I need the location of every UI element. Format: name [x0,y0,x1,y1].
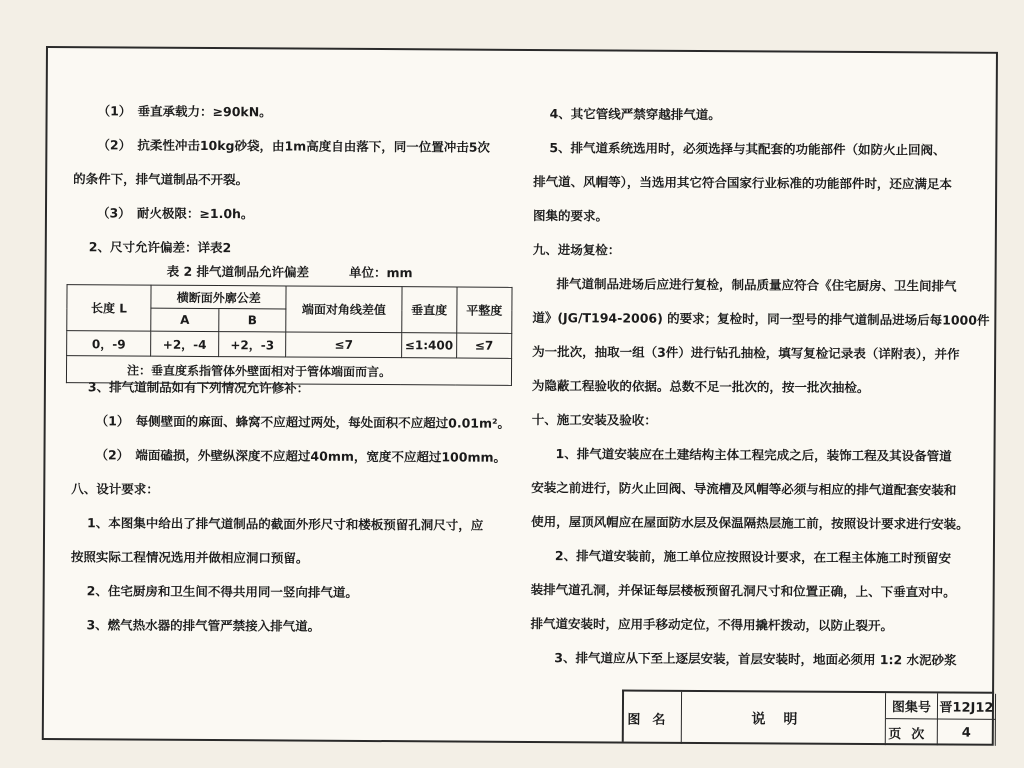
design-req-3: 3、燃气热水器的排气管严禁接入排气道。 [86,617,321,634]
spec-fire-rating: （3） 耐火极限：≥1.0h。 [96,205,254,222]
section-8-heading: 八、设计要求： [71,481,159,497]
cell-flatness: ≤7 [456,333,511,358]
header-b: B [219,309,287,332]
cell-b: +2，-3 [218,332,286,357]
cell-length: 0，-9 [67,331,151,357]
install-item-2-cont-1: 装排气道孔洞，并保证每层楼板预留孔洞尺寸和位置正确，上、下垂直对中。 [530,581,956,600]
tolerance-heading: 2、尺寸允许偏差：详表2 [88,239,232,256]
title-block-atlas-label: 图集号 [886,693,938,719]
install-item-2-cont-2: 排气道安装时，应用手移动定位，不得用撬杆拨动，以防止裂开。 [530,615,894,634]
install-item-3: 3、排气道应从下至上逐层安装，首层安装时，地面必须用 1:2 水泥砂浆 [554,650,957,668]
table-note: 注：垂直度系指管体外壁面相对于管体端面而言。 [66,356,511,386]
header-flatness: 平整度 [457,287,512,333]
install-item-2: 2、排气道安装前，施工单位应按照设计要求，在工程主体施工时预留安 [554,548,952,566]
right-column [530,97,990,678]
design-req-4: 4、其它管线严禁穿越排气道。 [549,106,721,123]
section-9-heading: 九、进场复检： [532,241,621,258]
header-diagonal: 端面对角线差值 [286,286,402,333]
inspection-text-1: 排气道制品进场后应进行复检，制品质量应符合《住宅厨房、卫生间排气 [556,276,957,294]
title-block-atlas-no: 晋12J12 [938,693,996,719]
spec-impact-cont: 的条件下，排气道制品不开裂。 [73,171,249,188]
inspection-text-3: 为一批次，抽取一组（3件）进行钻孔抽检，填写复检记录表（详附表），并作 [532,343,960,362]
title-block-title: 说明 [682,692,886,745]
title-block-name-label: 图名 [624,692,682,744]
design-req-2: 2、住宅厨房和卫生间不得共用同一竖向排气道。 [86,583,358,600]
table-unit: 单位：mm [348,264,413,281]
design-req-1: 1、本图集中给出了排气道制品的截面外形尺寸和楼板预留孔洞尺寸，应 [87,515,484,533]
inspection-text-4: 为隐蔽工程验收的依据。总数不足一批次的，按一批次抽检。 [531,377,870,396]
header-verticality: 垂直度 [402,287,457,333]
header-section: 横断面外廓公差 [151,285,286,309]
design-req-1-cont: 按照实际工程情况选用并做相应洞口预留。 [70,549,309,566]
cell-a: +2，-4 [151,331,219,356]
title-block-page-label: 页次 [886,719,938,745]
cell-diagonal: ≤7 [286,332,402,358]
design-req-5: 5、排气道系统选用时，必须选择与其配套的功能部件（如防火止回阀、 [549,140,946,158]
spec-impact: （2） 抗柔性冲击10kg砂袋，由1m高度自由落下，同一位置冲击5次 [97,137,490,155]
install-item-1-cont-1: 安装之前进行，防火止回阀、导流槽及风帽等必须与相应的排气道配套安装和 [531,479,957,498]
title-block-page-no: 4 [938,719,996,745]
section-10-heading: 十、施工安装及验收： [531,411,657,428]
tolerance-table [66,284,513,386]
table-title: 表 2 排气道制品允许偏差 [166,263,310,280]
repair-heading: 3、排气道制品如有下列情况允许修补： [87,379,310,396]
spec-vertical-load: （1） 垂直承载力：≥90kN。 [97,103,272,120]
cell-verticality: ≤1:400 [401,333,456,358]
install-item-1-cont-2: 使用，屋顶风帽应在屋面防水层及保温隔热层施工前，按照设计要求进行安装。 [531,513,969,532]
repair-item-2: （2） 端面磕损，外壁纵深度不应超过40mm，宽度不应超过100mm。 [95,447,507,465]
table-caption [167,262,413,282]
header-length: 长度 L [67,285,151,332]
repair-item-1: （1） 每侧壁面的麻面、蜂窝不应超过两处，每处面积不应超过0.01m²。 [95,413,511,431]
inspection-text-2: 道》(JG/T194-2006) 的要求；复检时，同一型号的排气道制品进场后每1000件 [532,309,990,328]
design-req-5-cont-2: 图集的要求。 [532,207,609,224]
header-a: A [151,308,219,331]
design-req-5-cont-1: 排气道、风帽等），当选用其它符合国家行业标准的功能部件时，还应满足本 [533,173,952,192]
install-item-1: 1、排气道安装应在土建结构主体工程完成之后，装饰工程及其设备管道 [555,446,952,464]
table-row [67,331,512,359]
drawing-sheet [42,46,998,746]
title-block [622,690,994,744]
